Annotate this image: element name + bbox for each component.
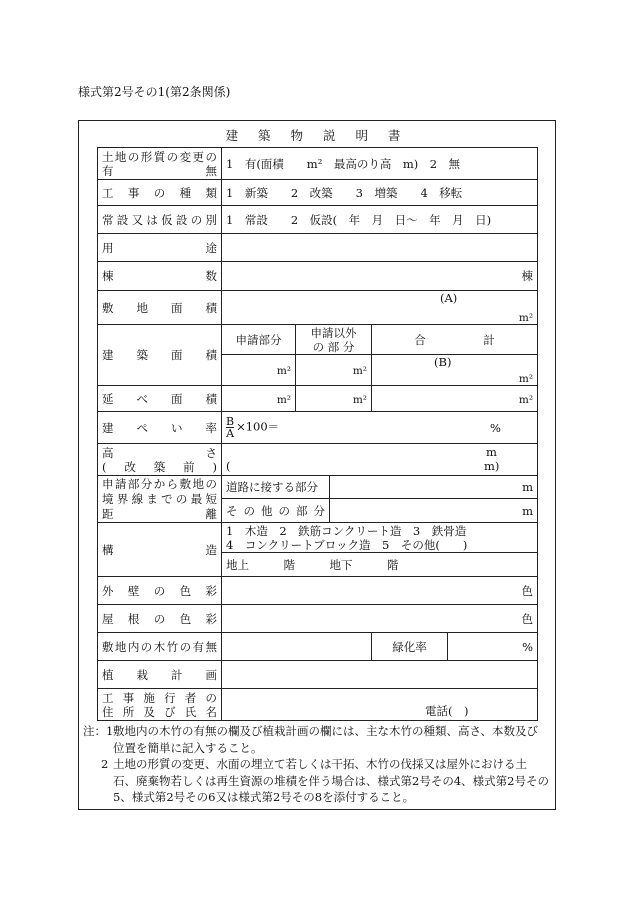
structure-options-1: 1 木造 2 鉄筋コンクリート造 3 鉄骨造: [226, 523, 467, 538]
unit-site-area: m²: [518, 312, 534, 324]
value-site-area[interactable]: [222, 291, 538, 325]
label-roof-color: 屋根の色彩: [98, 605, 222, 633]
form-frame: [78, 120, 556, 810]
value-floor-area-applied[interactable]: m²: [222, 386, 296, 412]
label-permanent-temporary: 常設又は仮設の別: [98, 206, 222, 234]
fraction-b-over-a: $\frac{B}{A}$: [226, 415, 235, 440]
label-contractor: 工事施行者の 住所及び氏名: [98, 689, 222, 721]
mark-a: (A): [440, 291, 458, 305]
value-construction-type[interactable]: 1 新築 2 改築 3 増築 4 移転: [222, 180, 538, 206]
value-contractor[interactable]: [222, 689, 538, 721]
phone-label: 電話( ): [425, 704, 469, 718]
row-roof-color: [98, 605, 538, 633]
label-floor-area: 延べ面積: [98, 386, 222, 412]
label-green-ratio: 緑化率: [372, 633, 448, 661]
label-construction-type: 工事の種類: [98, 180, 222, 206]
notes: [83, 723, 549, 806]
note-2: 2 土地の形質の変更、水面の埋立て若しくは干拓、木竹の伐採又は屋外における土石、廃棄物若しくは再生資源の堆積を伴う場合は、様式第2号その4、様式第2号その5、様式第2号その6又は様式第2号その8を添付すること。: [101, 757, 549, 804]
document-title: 建 築 物 説 明 書: [225, 128, 409, 143]
row-land-change: [98, 148, 538, 180]
value-permanent-temporary[interactable]: 1 常設 2 仮設( 年 月 日～ 年 月 日): [222, 206, 538, 234]
label-use: 用途: [98, 234, 222, 262]
value-other-part[interactable]: m: [330, 499, 538, 523]
label-buildings: 棟数: [98, 262, 222, 291]
value-land-change[interactable]: 1 有(面積 m² 最高のり高 m) 2 無: [222, 148, 538, 180]
value-floor-area-other[interactable]: m²: [296, 386, 372, 412]
value-buildings[interactable]: [222, 262, 538, 291]
unit-buildings: 棟: [521, 269, 534, 283]
row-use: [98, 234, 538, 262]
label-distance: 申請部分から敷地の 境界線までの最短 距離: [98, 476, 222, 523]
note-1: 注：1 敷地内の木竹の有無の欄及び植栽計画の欄には、主な木竹の種類、高さ、本数及び位置を簡単に記入すること。: [83, 724, 539, 755]
row-structure: [98, 523, 538, 553]
row-contractor: [98, 689, 538, 721]
label-structure: 構造: [98, 523, 222, 577]
value-planting[interactable]: [222, 661, 538, 689]
value-building-area-other[interactable]: m²: [296, 355, 372, 386]
label-wall-color: 外壁の色彩: [98, 577, 222, 605]
value-building-area-applied[interactable]: m²: [222, 355, 296, 386]
mark-b: (B): [434, 355, 452, 369]
value-wall-color[interactable]: 色: [222, 577, 538, 605]
value-floor-area-total[interactable]: m²: [372, 386, 538, 412]
unit-coverage: %: [490, 421, 501, 435]
structure-options-2: 4 コンクリートブロック造 5 その他( ): [226, 537, 468, 552]
value-building-area-total[interactable]: (B) m²: [372, 355, 538, 386]
value-green-ratio[interactable]: %: [448, 633, 538, 661]
label-planting: 植栽計画: [98, 661, 222, 689]
row-floor-area: [98, 386, 538, 412]
value-structure[interactable]: [222, 523, 538, 553]
row-permanent-temporary: [98, 206, 538, 234]
label-building-area: 建築面積: [98, 325, 222, 386]
label-road-part: 道路に接する部分: [222, 476, 330, 499]
col-other: 申請以外 の 部 分: [296, 325, 372, 355]
label-other-part: その他の部分: [222, 499, 330, 523]
row-site-area: [98, 291, 538, 325]
row-planting: [98, 661, 538, 689]
label-height: 高さ (改築前): [98, 444, 222, 476]
value-use[interactable]: [222, 234, 538, 262]
value-trees[interactable]: [222, 633, 372, 661]
label-trees: 敷地内の木竹の有無: [98, 633, 222, 661]
row-height: [98, 444, 538, 476]
row-distance-road: [98, 476, 538, 499]
col-applied: 申請部分: [222, 325, 296, 355]
label-land-change: 土地の形質の変更の 有 無: [98, 148, 222, 180]
form-table: [97, 147, 538, 721]
coverage-formula: ×100＝: [236, 419, 280, 434]
label-coverage: 建ぺい率: [98, 412, 222, 444]
row-buildings: [98, 262, 538, 291]
row-construction-type: [98, 180, 538, 206]
row-building-area-header: [98, 325, 538, 355]
value-coverage[interactable]: [222, 412, 538, 444]
row-trees: [98, 633, 538, 661]
value-road-part[interactable]: m: [330, 476, 538, 499]
row-coverage: [98, 412, 538, 444]
label-site-area: 敷地面積: [98, 291, 222, 325]
form-code: 様式第2号その1(第2条関係): [78, 85, 231, 99]
value-roof-color[interactable]: 色: [222, 605, 538, 633]
value-height[interactable]: m ( m): [222, 444, 538, 476]
col-total: 合 計: [372, 325, 538, 355]
row-wall-color: [98, 577, 538, 605]
value-floors[interactable]: 地上 階 地下 階: [222, 553, 538, 577]
